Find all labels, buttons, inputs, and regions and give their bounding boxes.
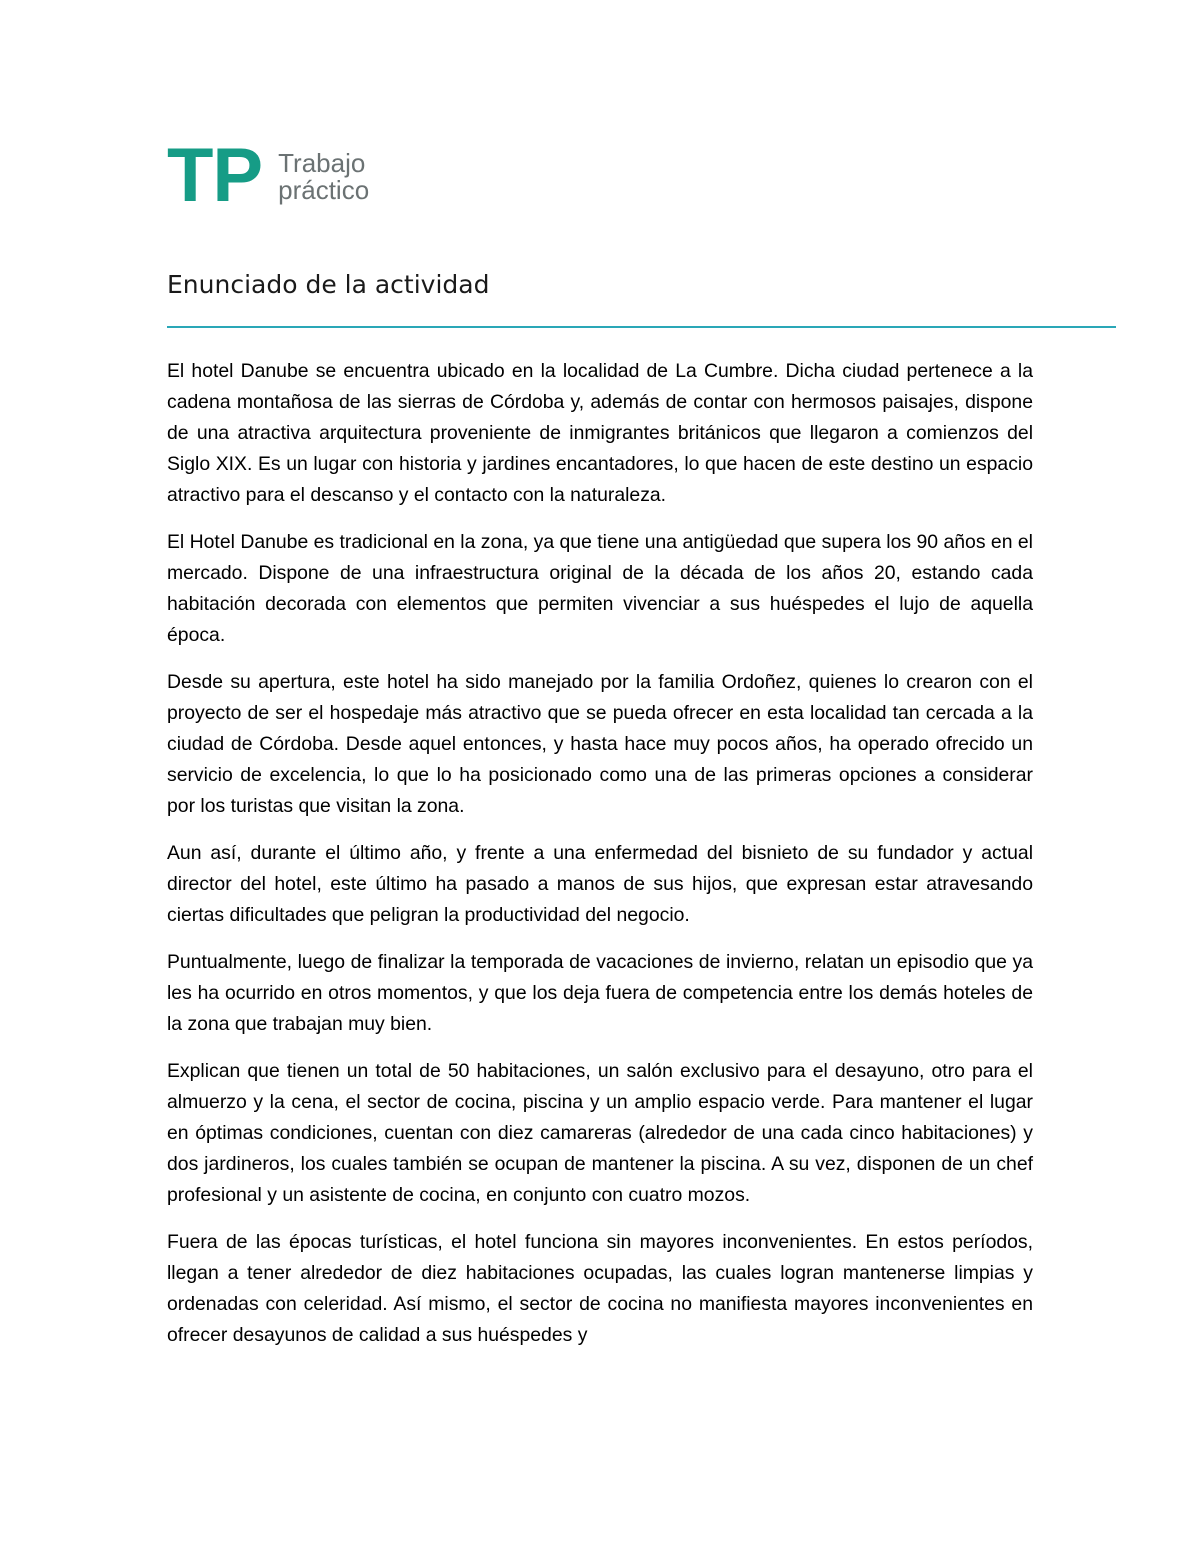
paragraph: Fuera de las épocas turísticas, el hotel funciona sin mayores inconvenientes. En estos períodos, llegan a tener alrededor de diez habitaciones ocupadas, las cuales logran mantenerse limpias y ordenadas con celeridad. Así mismo, el sector de cocina no manifiesta mayores inconvenientes en ofrecer desayunos de calidad a sus huéspedes y — [167, 1231, 1033, 1346]
paragraph: Desde su apertura, este hotel ha sido manejado por la familia Ordoñez, quienes lo crearon con el proyecto de ser el hospedaje más atractivo que se pueda ofrecer en esta localidad tan cercada a la ciudad de Córdoba. Desde aquel entonces, y hasta hace muy pocos años, ha operado ofrecido un servicio de excelencia, lo que lo ha posicionado como una de las primeras opciones a considerar por los turistas que visitan la zona. — [167, 671, 1033, 817]
paragraph: Aun así, durante el último año, y frente a una enfermedad del bisnieto de su fundador y actual director del hotel, este último ha pasado a manos de sus hijos, que expresan estar atravesando ciertas dificultades que peligran la productividad del negocio. — [167, 842, 1033, 926]
logo-text-line2: práctico — [278, 175, 370, 205]
page-heading: Enunciado de la actividad — [167, 270, 490, 299]
heading-divider — [167, 326, 1116, 328]
paragraph: El hotel Danube se encuentra ubicado en la localidad de La Cumbre. Dicha ciudad pertenece a la cadena montañosa de las sierras de Córdoba y, además de contar con hermosos paisajes, dispone de una atractiva arquitectura proveniente de inmigrantes británicos que llegaron a comienzos del Siglo XIX. Es un lugar con historia y jardines encantadores, lo que hacen de este destino un espacio atractivo para el descanso y el contacto con la naturaleza. — [167, 360, 1033, 506]
logo-mark: TP — [167, 133, 263, 218]
logo-text — [278, 150, 369, 204]
logo-text-line1: Trabajo — [278, 148, 366, 178]
document-body — [167, 356, 1033, 1367]
paragraph: El Hotel Danube es tradicional en la zona, ya que tiene una antigüedad que supera los 90 años en el mercado. Dispone de una infraestructura original de la década de los años 20, estando cada habitación decorada con elementos que permiten vivenciar a sus huéspedes el lujo de aquella época. — [167, 531, 1033, 646]
paragraph: Explican que tienen un total de 50 habitaciones, un salón exclusivo para el desayuno, otro para el almuerzo y la cena, el sector de cocina, piscina y un amplio espacio verde. Para mantener el lugar en óptimas condiciones, cuentan con diez camareras (alrededor de una cada cinco habitaciones) y dos jardineros, los cuales también se ocupan de mantener la piscina. A su vez, disponen de un chef profesional y un asistente de cocina, en conjunto con cuatro mozos. — [167, 1060, 1033, 1206]
tp-logo — [167, 133, 370, 218]
paragraph: Puntualmente, luego de finalizar la temporada de vacaciones de invierno, relatan un episodio que ya les ha ocurrido en otros momentos, y que los deja fuera de competencia entre los demás hoteles de la zona que trabajan muy bien. — [167, 951, 1033, 1035]
